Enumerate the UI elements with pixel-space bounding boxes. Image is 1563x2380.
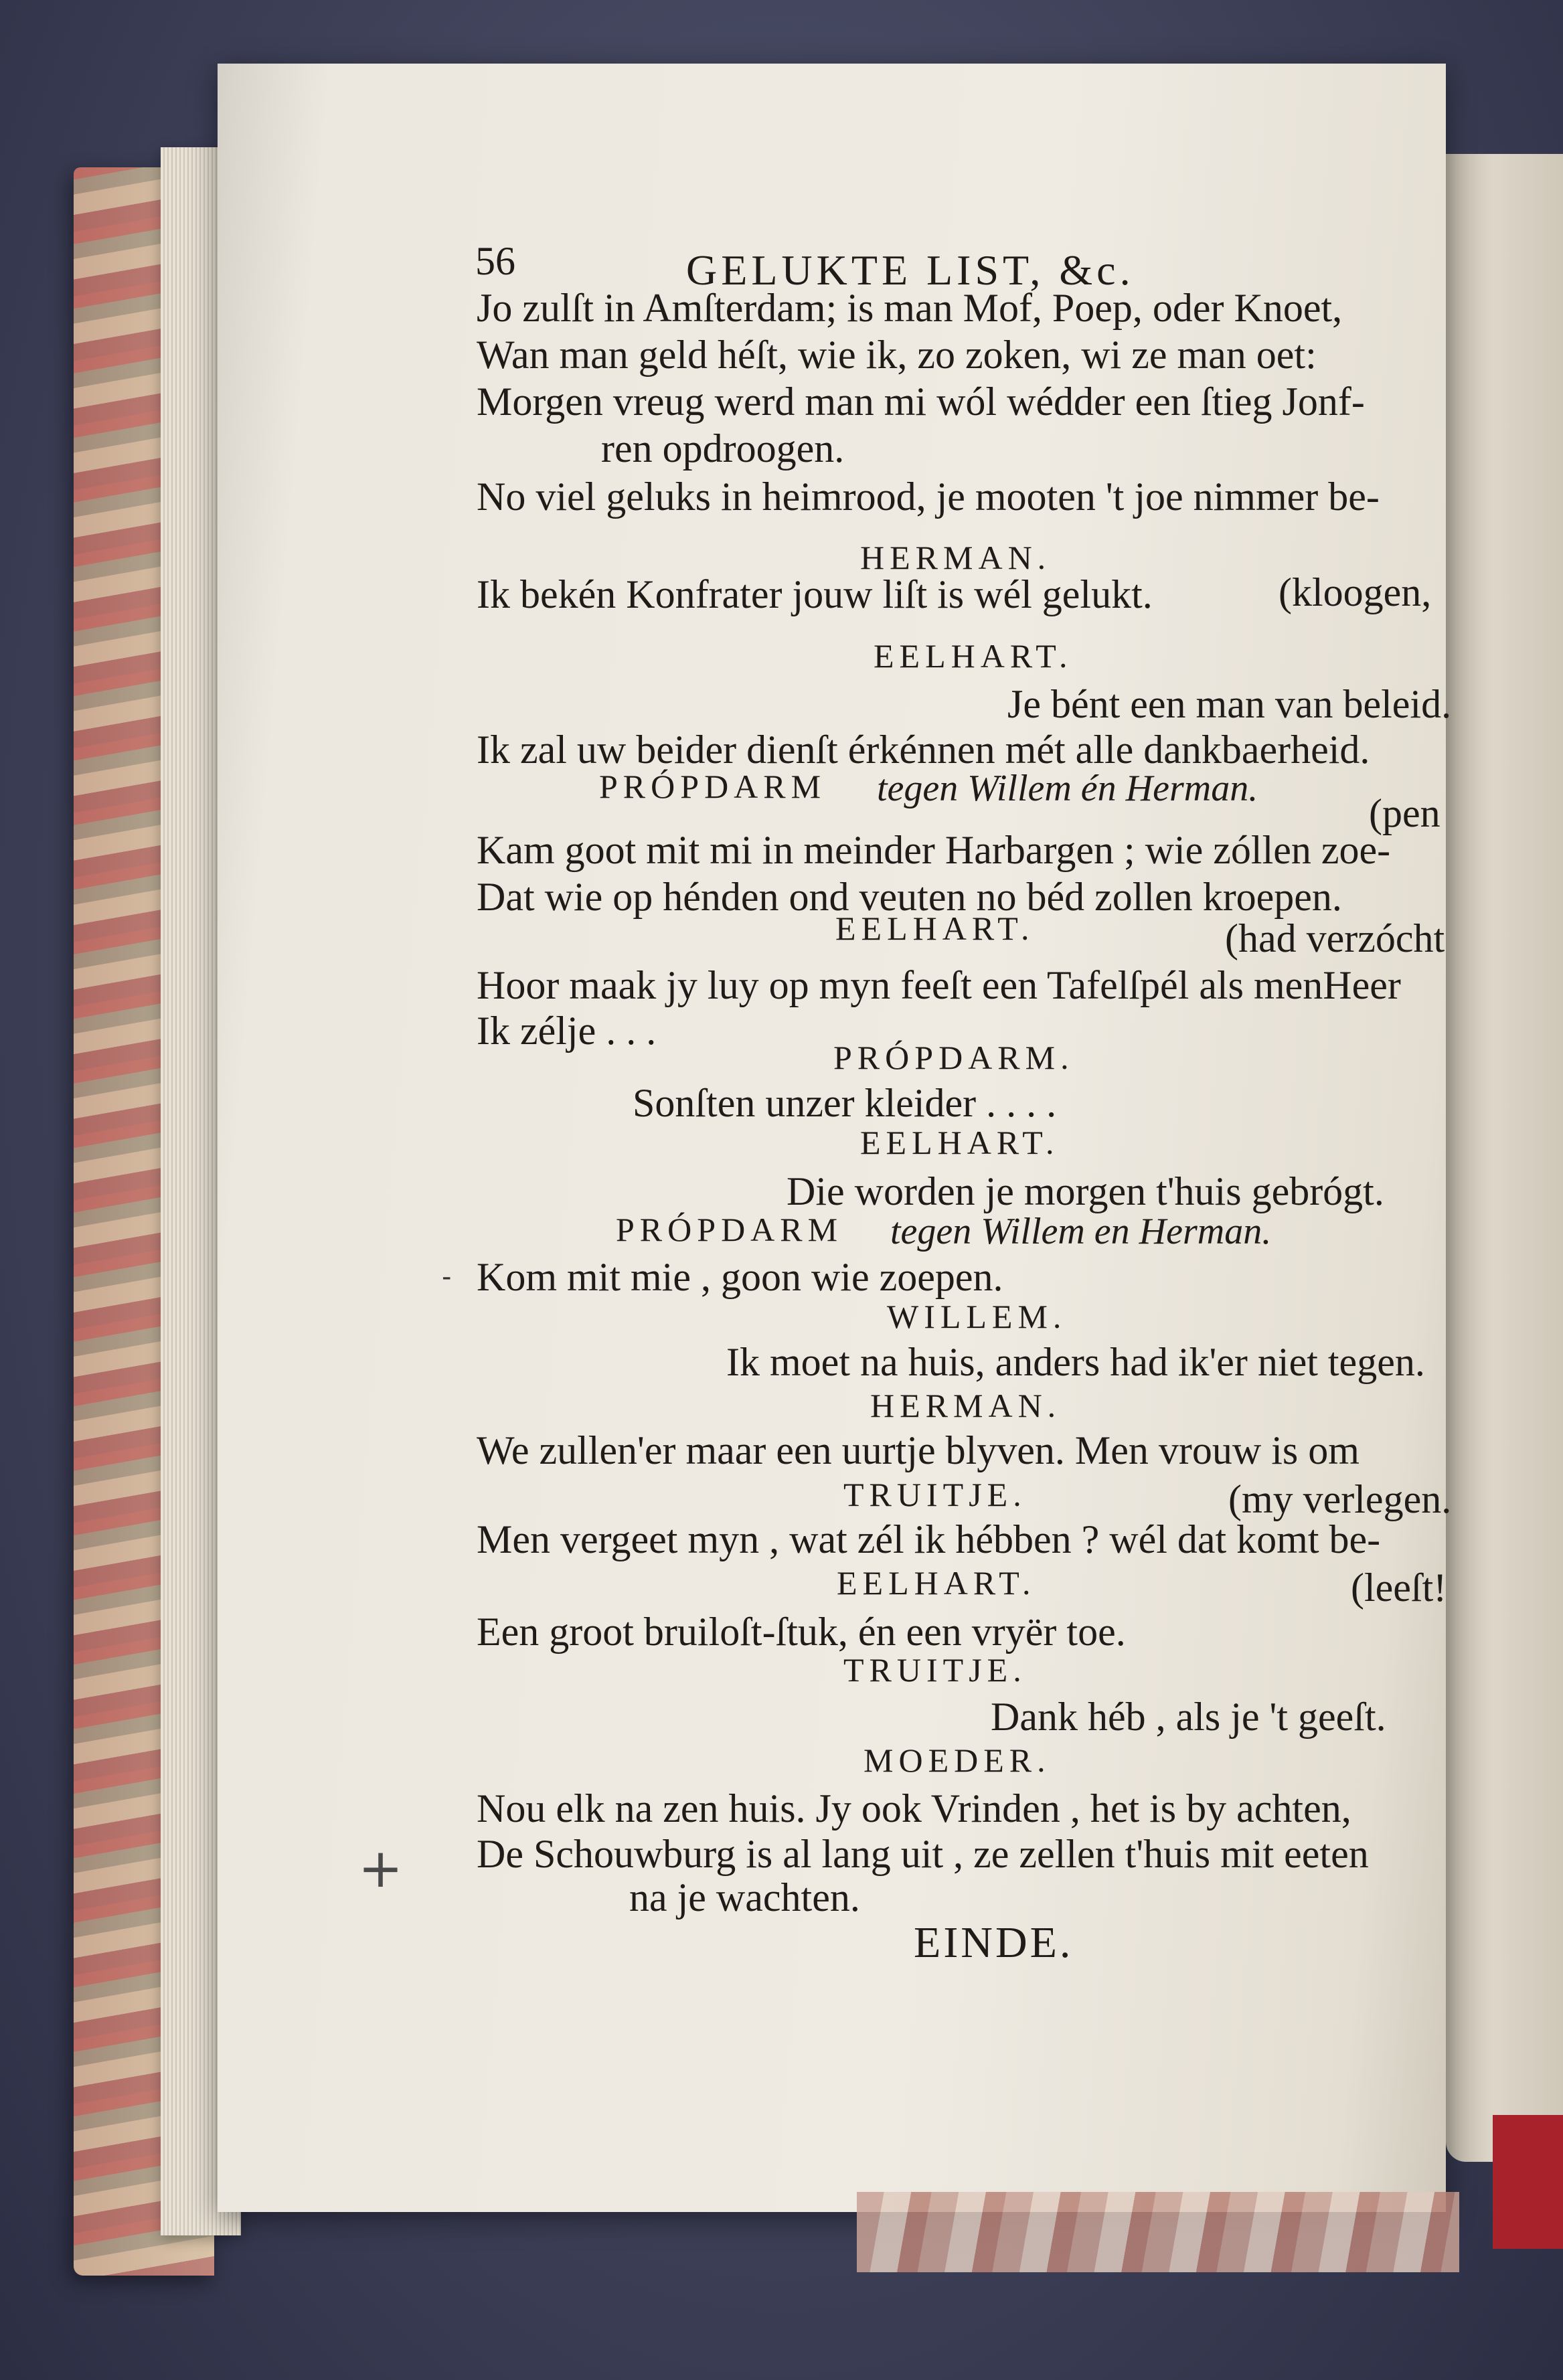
text-line: (pen [1369,791,1441,835]
text-line: Dat wie op hénden ond veuten no béd zollen kroepen. [477,875,1342,919]
end-heading: EINDE. [914,1918,1074,1967]
speaker-name: EELHART. [835,910,1035,947]
speaker-name: PRÓPDARM. [833,1039,1074,1076]
running-title: GELUKTE LIST, &c. [686,246,1135,294]
stage-direction: tegen Willem en Herman. [890,1211,1272,1252]
text-line: ren opdroogen. [601,426,845,471]
text-line: Kam goot mit mi in meinder Harbargen ; wie zóllen zoe- [477,828,1391,872]
text-line: No viel geluks in heimrood, je mooten 't joe nimmer be- [477,475,1380,519]
speaker-name: EELHART. [837,1564,1036,1602]
text-line: Sonſten unzer kleider . . . . [633,1081,1057,1125]
text-line: Wan man geld héſt, wie ik, zo zoken, wi ze man oet: [477,333,1317,377]
speaker-name: TRUITJE. [843,1476,1027,1513]
text-line: Jo zulſt in Amſterdam; is man Mof, Poep, oder Knoet, [477,286,1343,330]
pencil-tick-mark-icon: - [442,1262,452,1292]
red-cover-corner [1493,2115,1563,2249]
speaker-name: HERMAN. [870,1387,1062,1424]
speaker-name: PRÓPDARM [599,768,827,805]
text-line: Nou elk na zen huis. Jy ook Vrinden , het is by achten, [477,1786,1351,1831]
speaker-name: HERMAN. [860,539,1052,576]
speaker-name: WILLEM. [887,1298,1067,1335]
text-line: De Schouwburg is al lang uit , ze zellen t'huis mit eeten [477,1832,1369,1876]
text-line: Dank héb , als je 't geeſt. [991,1695,1386,1739]
text-line: (my verlegen. [1228,1477,1452,1521]
marbled-bottom-edge [857,2192,1459,2272]
speaker-name: TRUITJE. [843,1651,1027,1689]
text-line: (had verzócht [1225,916,1445,960]
text-line: na je wachten. [629,1875,860,1920]
speaker-name: MOEDER. [863,1741,1051,1779]
speaker-name: EELHART. [874,637,1073,675]
text-line: Hoor maak jy luy op myn feeſt een Tafelſpél als menHeer [477,963,1401,1007]
text-line: Ik zélje . . . [477,1009,657,1053]
text-line: Morgen vreug werd man mi wól wédder een ſtieg Jonf- [477,379,1365,424]
stage-direction: tegen Willem én Herman. [877,768,1258,809]
text-line: Ik bekén Konfrater jouw liſt is wél gelukt. [477,572,1153,616]
text-line: Kom mit mie , goon wie zoepen. [477,1255,1003,1299]
text-line: We zullen'er maar een uurtje blyven. Men vrouw is om [477,1428,1360,1472]
text-line: (kloogen, [1279,570,1432,614]
text-line: Je bént een man van beleid. [1007,682,1452,726]
text-line: Een groot bruiloſt-ſtuk, én een vryër toe. [477,1610,1126,1654]
page-number: 56 [475,239,515,283]
facing-page [1446,154,1563,2162]
text-line: Men vergeet myn , wat zél ik hébben ? wél dat komt be- [477,1517,1381,1561]
text-line: (leeſt! [1351,1565,1447,1610]
speaker-name: EELHART. [860,1124,1060,1161]
speaker-name: PRÓPDARM [616,1211,843,1248]
text-line: Die worden je morgen t'huis gebrógt. [787,1169,1384,1213]
text-line: Ik moet na huis, anders had ik'er niet tegen. [726,1340,1425,1384]
pencil-cross-mark-icon: + [358,1837,404,1899]
text-line: Ik zal uw beider dienſt érkénnen mét alle dankbaerheid. [477,728,1370,772]
